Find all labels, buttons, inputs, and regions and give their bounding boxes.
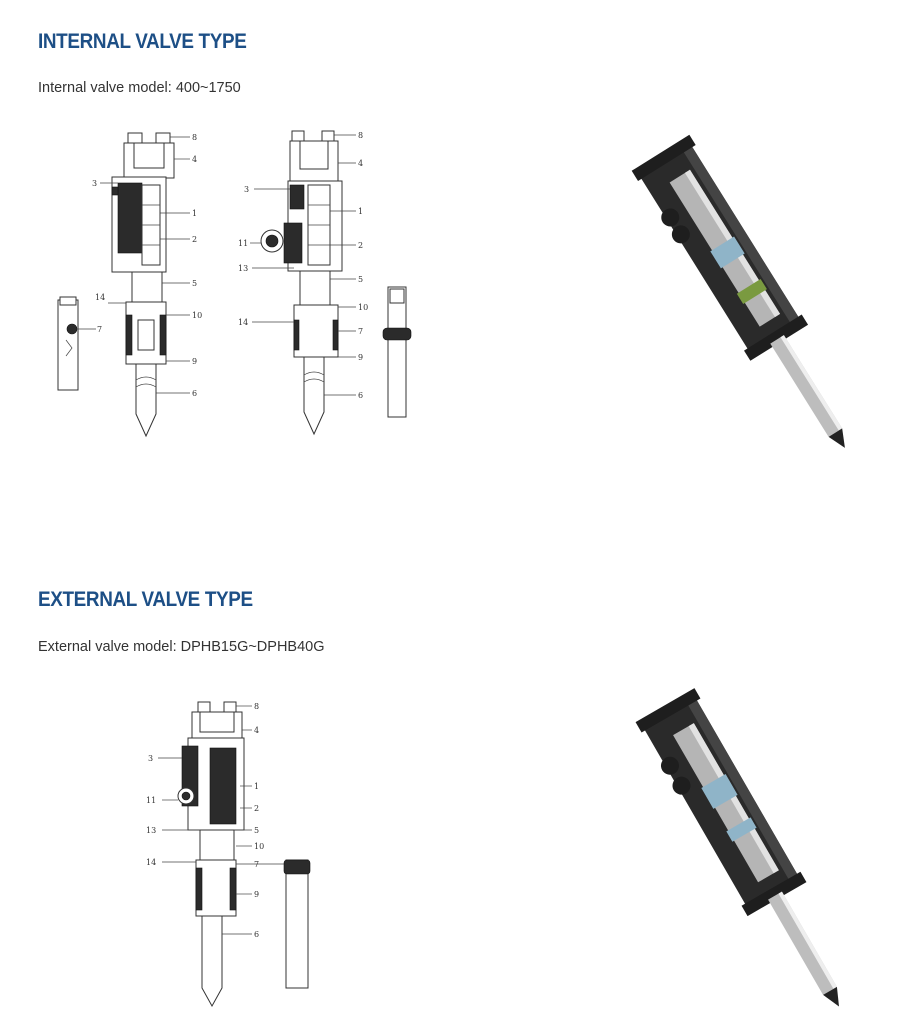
- label-9-b: 9: [358, 353, 364, 362]
- label-9: 9: [192, 357, 198, 366]
- label-7-b: 7: [358, 327, 364, 336]
- label-13-b: 13: [238, 264, 249, 273]
- label-11-ext: 11: [146, 796, 157, 805]
- external-valve-section: [0, 560, 898, 1024]
- label-3-b: 3: [244, 185, 250, 194]
- label-1: 1: [192, 209, 198, 218]
- breaker-body-drawing-b: [261, 131, 342, 434]
- label-10-ext: 10: [254, 842, 265, 851]
- label-5-b: 5: [358, 275, 364, 284]
- external-valve-title: EXTERNAL VALVE TYPE: [38, 588, 253, 611]
- label-8-ext: 8: [254, 702, 260, 711]
- label-7-chisel: 7: [97, 325, 103, 334]
- label-6-ext: 6: [254, 930, 260, 939]
- breaker-body-drawing: [112, 133, 174, 436]
- label-13-ext: 13: [146, 826, 157, 835]
- label-7-ext: 7: [254, 860, 260, 869]
- label-5-ext: 5: [254, 826, 260, 835]
- label-4-ext: 4: [254, 726, 260, 735]
- label-10: 10: [192, 311, 203, 320]
- external-valve-machine-image: [600, 685, 870, 1015]
- label-9-ext: 9: [254, 890, 260, 899]
- label-14: 14: [95, 293, 106, 302]
- label-2-b: 2: [358, 241, 364, 250]
- internal-valve-diagram-a: [48, 125, 218, 445]
- label-3: 3: [92, 179, 98, 188]
- label-11-b: 11: [238, 239, 249, 248]
- label-10-b: 10: [358, 303, 369, 312]
- chisel-part-drawing-b: [383, 287, 411, 417]
- label-2-ext: 2: [254, 804, 260, 813]
- label-4: 4: [192, 155, 198, 164]
- label-4-b: 4: [358, 159, 364, 168]
- internal-valve-machine-image: [610, 130, 880, 460]
- chisel-part-drawing-ext: [284, 860, 310, 988]
- external-valve-subtitle: External valve model: DPHB15G~DPHB40G: [38, 639, 325, 655]
- internal-valve-diagram-b: [238, 125, 428, 445]
- label-6: 6: [192, 389, 198, 398]
- label-14-ext: 14: [146, 858, 157, 867]
- breaker-body-drawing-ext: [178, 702, 244, 1006]
- label-5: 5: [192, 279, 198, 288]
- label-8: 8: [192, 133, 198, 142]
- label-6-b: 6: [358, 391, 364, 400]
- label-3-ext: 3: [148, 754, 154, 763]
- external-valve-diagram: [140, 690, 340, 1010]
- label-1-b: 1: [358, 207, 364, 216]
- internal-valve-subtitle: Internal valve model: 400~1750: [38, 80, 241, 96]
- label-8-b: 8: [358, 131, 364, 140]
- label-1-ext: 1: [254, 782, 260, 791]
- chisel-part-drawing: [58, 297, 102, 390]
- label-14-b: 14: [238, 318, 249, 327]
- internal-valve-title: INTERNAL VALVE TYPE: [38, 30, 247, 53]
- label-2: 2: [192, 235, 198, 244]
